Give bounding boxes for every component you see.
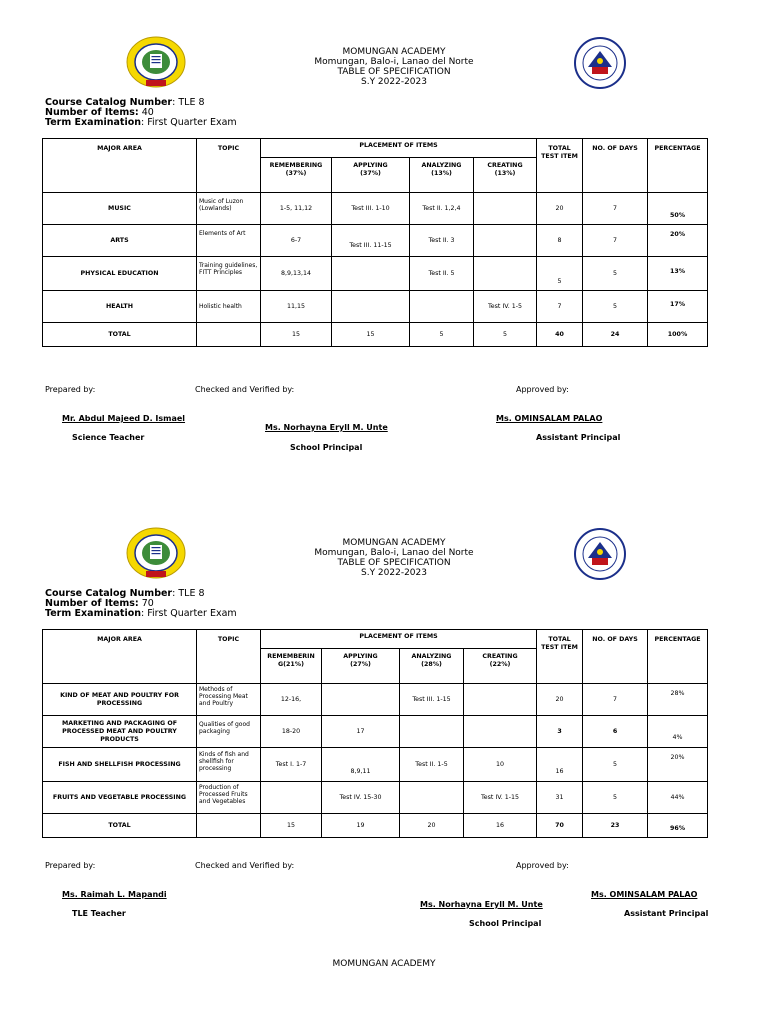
grand-total: 70 <box>537 814 583 838</box>
course-label: Course Catalog Number <box>45 97 173 108</box>
checked-name: Ms. Norhayna Eryll M. Unte <box>265 423 388 432</box>
deped-seal-icon <box>574 528 626 580</box>
school-name: MOMUNGAN ACADEMY <box>342 538 446 548</box>
creating-cell <box>474 225 537 257</box>
total-cell: 5 <box>537 257 583 291</box>
tos-section-1 <box>0 0 768 490</box>
analyzing-cell: Test III. 1-15 <box>400 684 464 716</box>
remembering-cell: 11,15 <box>261 291 332 323</box>
days-cell: 7 <box>583 225 648 257</box>
table-row <box>43 257 708 291</box>
prepared-by-label: Prepared by: <box>45 861 96 870</box>
approved-title: Assistant Principal <box>624 909 709 918</box>
table-row <box>43 193 708 225</box>
total-cell: 20 <box>537 684 583 716</box>
remembering-cell <box>261 782 322 814</box>
table-row <box>43 225 708 257</box>
prepared-title: TLE Teacher <box>72 909 126 918</box>
area-cell: ARTS <box>43 225 197 257</box>
topic-header: TOPIC <box>197 139 261 193</box>
remembering-header: REMEMBERING (37%) <box>261 158 332 193</box>
items-label: Number of Items: <box>45 598 139 609</box>
percentage-cell: 44% <box>648 782 708 814</box>
analyzing-cell: Test II. 1,2,4 <box>410 193 474 225</box>
specification-table <box>42 138 708 347</box>
course-info <box>45 98 237 128</box>
remembering-cell: 6-7 <box>261 225 332 257</box>
total-test-item-header: TOTAL TEST ITEM <box>537 139 583 193</box>
document-header <box>284 538 504 578</box>
remembering-cell: 12-16, <box>261 684 322 716</box>
area-cell: FRUITS AND VEGETABLE PROCESSING <box>43 782 197 814</box>
topic-cell: Training guidelines, FITT Principles <box>197 257 261 291</box>
applying-header: APPLYING (37%) <box>332 158 410 193</box>
creating-cell <box>464 716 537 748</box>
term-label: Term Examination <box>45 117 141 128</box>
term-label: Term Examination <box>45 608 141 619</box>
total-test-item-header: TOTAL TEST ITEM <box>537 630 583 684</box>
empty-cell <box>197 323 261 347</box>
analyzing-header: ANALYZING (13%) <box>410 158 474 193</box>
applying-total: 15 <box>332 323 410 347</box>
days-total: 24 <box>583 323 648 347</box>
applying-header: APPLYING (27%) <box>322 649 400 684</box>
document-header <box>284 47 504 87</box>
creating-header: CREATING (13%) <box>474 158 537 193</box>
remembering-cell: 18-20 <box>261 716 322 748</box>
total-cell: 7 <box>537 291 583 323</box>
days-cell: 5 <box>583 291 648 323</box>
term-value: : First Quarter Exam <box>141 117 237 128</box>
percentage-cell: 4% <box>648 716 708 748</box>
area-cell: KIND OF MEAT AND POULTRY FOR PROCESSING <box>43 684 197 716</box>
table-row <box>43 684 708 716</box>
remembering-cell: 8,9,13,14 <box>261 257 332 291</box>
area-cell: PHYSICAL EDUCATION <box>43 257 197 291</box>
topic-cell: Elements of Art <box>197 225 261 257</box>
creating-total: 16 <box>464 814 537 838</box>
days-cell: 7 <box>583 684 648 716</box>
items-label: Number of Items: <box>45 107 139 118</box>
remembering-cell: 1-5, 11,12 <box>261 193 332 225</box>
topic-cell: Qualities of good packaging <box>197 716 261 748</box>
area-cell: MARKETING AND PACKAGING OF PROCESSED MEAT AND POULTRY PRODUCTS <box>43 716 197 748</box>
percentage-cell: 17% <box>648 291 708 323</box>
topic-cell: Methods of Processing Meat and Poultry <box>197 684 261 716</box>
prepared-title: Science Teacher <box>72 433 145 442</box>
major-area-header: MAJOR AREA <box>43 139 197 193</box>
topic-header: TOPIC <box>197 630 261 684</box>
checked-by-label: Checked and Verified by: <box>195 861 295 870</box>
topic-cell: Kinds of fish and shellfish for processing <box>197 748 261 782</box>
percentage-cell: 50% <box>648 193 708 225</box>
prepared-by-label: Prepared by: <box>45 385 96 394</box>
course-value: : TLE 8 <box>172 97 205 108</box>
creating-cell: Test IV. 1-15 <box>464 782 537 814</box>
applying-cell: 8,9,11 <box>322 748 400 782</box>
percentage-total: 96% <box>648 814 708 838</box>
checked-name: Ms. Norhayna Eryll M. Unte <box>420 900 543 909</box>
checked-title: School Principal <box>469 919 542 928</box>
page-footer: MOMUNGAN ACADEMY <box>332 959 436 969</box>
school-seal-icon <box>126 527 186 579</box>
percentage-header: PERCENTAGE <box>648 630 708 684</box>
empty-cell <box>197 814 261 838</box>
approved-title: Assistant Principal <box>536 433 621 442</box>
total-label: TOTAL <box>43 814 197 838</box>
table-row <box>43 291 708 323</box>
tos-section-2 <box>0 491 768 981</box>
applying-cell: Test III. 1-10 <box>332 193 410 225</box>
area-cell: HEALTH <box>43 291 197 323</box>
applying-total: 19 <box>322 814 400 838</box>
total-label: TOTAL <box>43 323 197 347</box>
remembering-total: 15 <box>261 814 322 838</box>
days-header: NO. OF DAYS <box>583 139 648 193</box>
days-cell: 5 <box>583 748 648 782</box>
school-year: S.Y 2022-2023 <box>361 568 427 578</box>
analyzing-cell: Test II. 1-5 <box>400 748 464 782</box>
analyzing-total: 5 <box>410 323 474 347</box>
placement-header: PLACEMENT OF ITEMS <box>261 630 537 649</box>
school-address: Momungan, Balo-i, Lanao del Norte <box>314 548 474 558</box>
school-year: S.Y 2022-2023 <box>361 77 427 87</box>
percentage-cell: 20% <box>648 225 708 257</box>
creating-header: CREATING (22%) <box>464 649 537 684</box>
course-value: : TLE 8 <box>172 588 205 599</box>
applying-cell: Test III. 11-15 <box>332 225 410 257</box>
applying-cell <box>332 257 410 291</box>
days-cell: 7 <box>583 193 648 225</box>
days-header: NO. OF DAYS <box>583 630 648 684</box>
table-row <box>43 782 708 814</box>
remembering-total: 15 <box>261 323 332 347</box>
analyzing-total: 20 <box>400 814 464 838</box>
remembering-cell: Test I. 1-7 <box>261 748 322 782</box>
total-cell: 8 <box>537 225 583 257</box>
document-title: TABLE OF SPECIFICATION <box>337 67 451 77</box>
analyzing-cell: Test II. 3 <box>410 225 474 257</box>
days-cell: 5 <box>583 782 648 814</box>
days-total: 23 <box>583 814 648 838</box>
topic-cell: Holistic health <box>197 291 261 323</box>
totals-row <box>43 814 708 838</box>
analyzing-cell <box>400 716 464 748</box>
total-cell: 3 <box>537 716 583 748</box>
topic-cell: Production of Processed Fruits and Vegetables <box>197 782 261 814</box>
document-title: TABLE OF SPECIFICATION <box>337 558 451 568</box>
term-value: : First Quarter Exam <box>141 608 237 619</box>
creating-cell <box>474 193 537 225</box>
applying-cell: Test IV. 15-30 <box>322 782 400 814</box>
total-cell: 31 <box>537 782 583 814</box>
placement-header: PLACEMENT OF ITEMS <box>261 139 537 158</box>
creating-cell <box>474 257 537 291</box>
checked-by-label: Checked and Verified by: <box>195 385 295 394</box>
applying-cell <box>322 684 400 716</box>
school-seal-icon <box>126 36 186 88</box>
area-cell: FISH AND SHELLFISH PROCESSING <box>43 748 197 782</box>
percentage-cell: 28% <box>648 684 708 716</box>
analyzing-header: ANALYZING (28%) <box>400 649 464 684</box>
area-cell: MUSIC <box>43 193 197 225</box>
course-info <box>45 589 237 619</box>
topic-cell: Music of Luzon (Lowlands) <box>197 193 261 225</box>
analyzing-cell <box>400 782 464 814</box>
creating-total: 5 <box>474 323 537 347</box>
applying-cell <box>332 291 410 323</box>
applying-cell: 17 <box>322 716 400 748</box>
table-row <box>43 748 708 782</box>
percentage-cell: 13% <box>648 257 708 291</box>
total-cell: 16 <box>537 748 583 782</box>
course-label: Course Catalog Number <box>45 588 173 599</box>
prepared-name: Ms. Raimah L. Mapandi <box>62 890 167 899</box>
remembering-header: REMEMBERIN G(21%) <box>261 649 322 684</box>
items-value: 70 <box>138 598 154 609</box>
percentage-cell: 20% <box>648 748 708 782</box>
checked-title: School Principal <box>290 443 363 452</box>
approved-by-label: Approved by: <box>516 861 569 870</box>
days-cell: 6 <box>583 716 648 748</box>
approved-by-label: Approved by: <box>516 385 569 394</box>
percentage-total: 100% <box>648 323 708 347</box>
analyzing-cell: Test II. 5 <box>410 257 474 291</box>
totals-row <box>43 323 708 347</box>
analyzing-cell <box>410 291 474 323</box>
school-address: Momungan, Balo-i, Lanao del Norte <box>314 57 474 67</box>
specification-table <box>42 629 708 838</box>
major-area-header: MAJOR AREA <box>43 630 197 684</box>
prepared-name: Mr. Abdul Majeed D. Ismael <box>62 414 186 423</box>
approved-name: Ms. OMINSALAM PALAO <box>591 890 698 899</box>
days-cell: 5 <box>583 257 648 291</box>
percentage-header: PERCENTAGE <box>648 139 708 193</box>
deped-seal-icon <box>574 37 626 89</box>
grand-total: 40 <box>537 323 583 347</box>
approved-name: Ms. OMINSALAM PALAO <box>496 414 603 423</box>
creating-cell <box>464 684 537 716</box>
total-cell: 20 <box>537 193 583 225</box>
school-name: MOMUNGAN ACADEMY <box>342 47 446 57</box>
creating-cell: Test IV. 1-5 <box>474 291 537 323</box>
creating-cell: 10 <box>464 748 537 782</box>
items-value: 40 <box>138 107 154 118</box>
table-row <box>43 716 708 748</box>
